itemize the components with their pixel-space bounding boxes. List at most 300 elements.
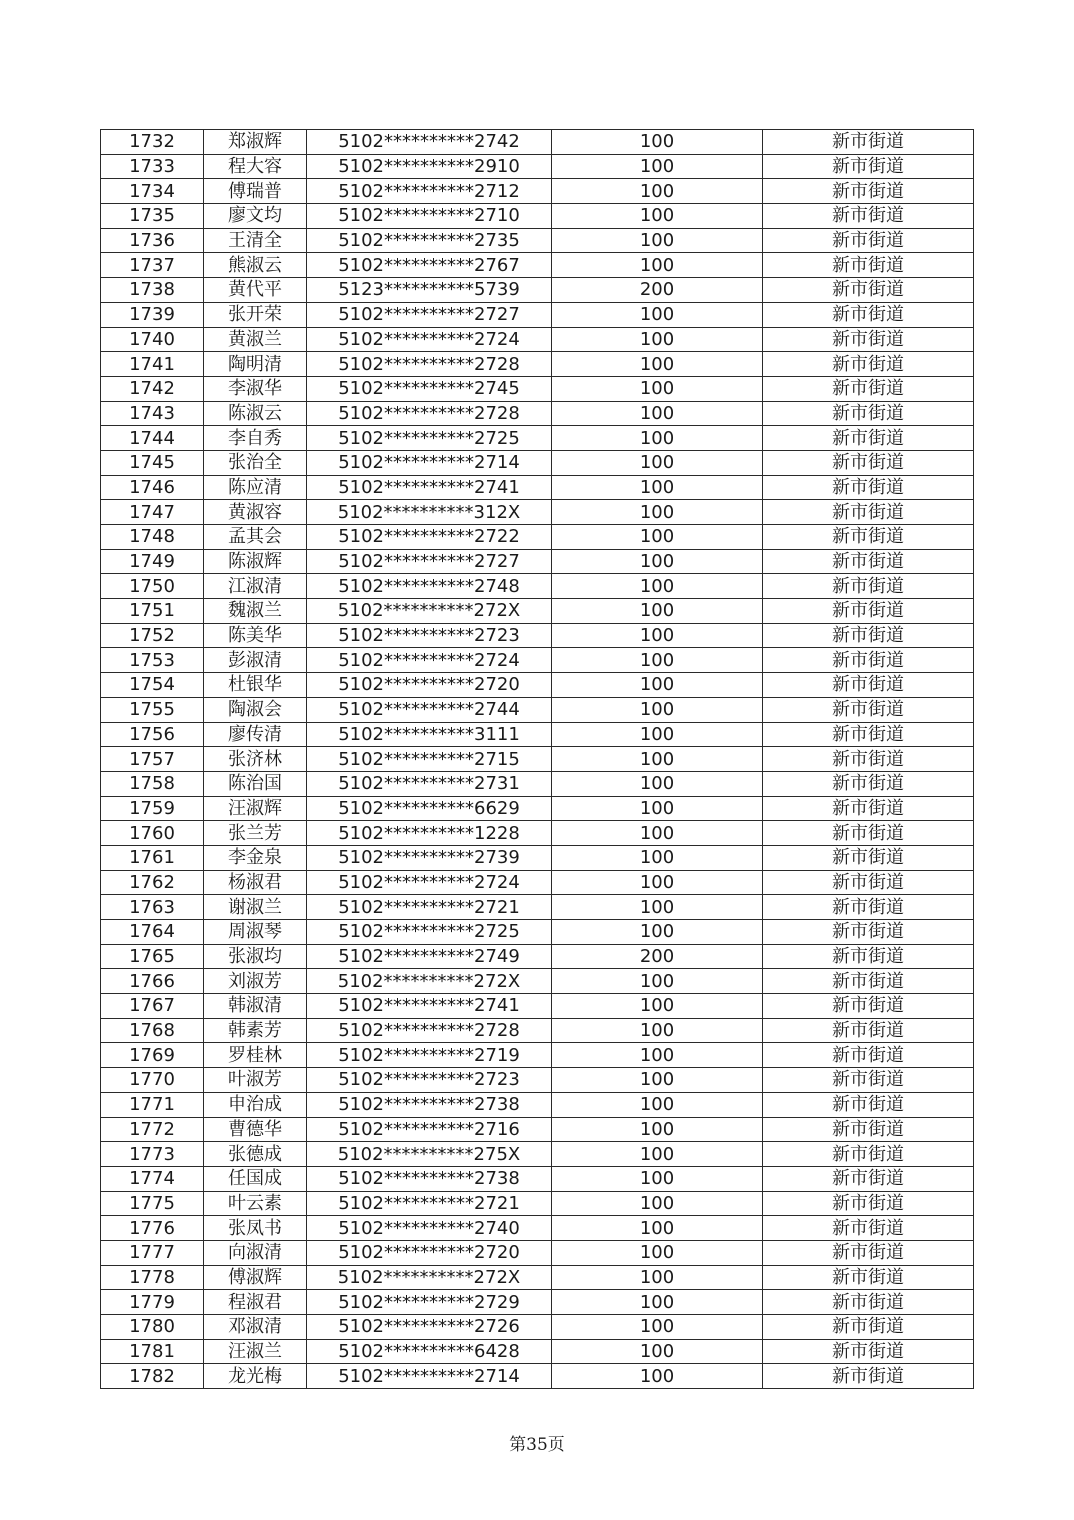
serial-number-cell: 1761 <box>101 845 204 870</box>
serial-number-cell: 1746 <box>101 475 204 500</box>
name-cell: 熊淑云 <box>204 253 307 278</box>
amount-cell: 100 <box>552 204 763 229</box>
table-row <box>101 845 974 870</box>
id-number-cell: 5102**********2728 <box>307 1018 552 1043</box>
amount-cell: 100 <box>552 475 763 500</box>
table-row <box>101 352 974 377</box>
amount-cell: 100 <box>552 130 763 155</box>
serial-number-cell: 1780 <box>101 1315 204 1340</box>
amount-cell: 100 <box>552 1018 763 1043</box>
name-cell: 廖文均 <box>204 204 307 229</box>
name-cell: 傅瑞普 <box>204 179 307 204</box>
table-row <box>101 994 974 1019</box>
street-cell: 新市街道 <box>763 845 974 870</box>
amount-cell: 100 <box>552 722 763 747</box>
amount-cell: 200 <box>552 278 763 303</box>
id-number-cell: 5102**********2742 <box>307 130 552 155</box>
amount-cell: 100 <box>552 1364 763 1389</box>
name-cell: 黄淑容 <box>204 500 307 525</box>
street-cell: 新市街道 <box>763 1216 974 1241</box>
serial-number-cell: 1733 <box>101 154 204 179</box>
amount-cell: 100 <box>552 1092 763 1117</box>
serial-number-cell: 1776 <box>101 1216 204 1241</box>
table-row <box>101 673 974 698</box>
name-cell: 陶明清 <box>204 352 307 377</box>
table-row <box>101 722 974 747</box>
id-number-cell: 5102**********2728 <box>307 401 552 426</box>
amount-cell: 100 <box>552 154 763 179</box>
amount-cell: 100 <box>552 771 763 796</box>
serial-number-cell: 1736 <box>101 228 204 253</box>
street-cell: 新市街道 <box>763 697 974 722</box>
street-cell: 新市街道 <box>763 1265 974 1290</box>
table-row <box>101 500 974 525</box>
name-cell: 陈美华 <box>204 623 307 648</box>
table-row <box>101 771 974 796</box>
table-row <box>101 525 974 550</box>
table-row <box>101 1290 974 1315</box>
id-number-cell: 5102**********2910 <box>307 154 552 179</box>
table-row <box>101 253 974 278</box>
serial-number-cell: 1762 <box>101 870 204 895</box>
table-row <box>101 1043 974 1068</box>
serial-number-cell: 1779 <box>101 1290 204 1315</box>
id-number-cell: 5102**********2720 <box>307 673 552 698</box>
serial-number-cell: 1748 <box>101 525 204 550</box>
street-cell: 新市街道 <box>763 253 974 278</box>
amount-cell: 100 <box>552 500 763 525</box>
name-cell: 张兰芳 <box>204 821 307 846</box>
amount-cell: 100 <box>552 969 763 994</box>
table-row <box>101 1240 974 1265</box>
name-cell: 杨淑君 <box>204 870 307 895</box>
amount-cell: 100 <box>552 253 763 278</box>
name-cell: 龙光梅 <box>204 1364 307 1389</box>
amount-cell: 100 <box>552 1265 763 1290</box>
name-cell: 韩素芳 <box>204 1018 307 1043</box>
amount-cell: 100 <box>552 574 763 599</box>
amount-cell: 100 <box>552 599 763 624</box>
name-cell: 张德成 <box>204 1142 307 1167</box>
serial-number-cell: 1778 <box>101 1265 204 1290</box>
table-row <box>101 870 974 895</box>
amount-cell: 100 <box>552 1142 763 1167</box>
street-cell: 新市街道 <box>763 1117 974 1142</box>
id-number-cell: 5102**********2722 <box>307 525 552 550</box>
table-row <box>101 944 974 969</box>
serial-number-cell: 1773 <box>101 1142 204 1167</box>
table-row <box>101 747 974 772</box>
id-number-cell: 5102**********2727 <box>307 549 552 574</box>
table-row <box>101 697 974 722</box>
id-number-cell: 5102**********2749 <box>307 944 552 969</box>
street-cell: 新市街道 <box>763 130 974 155</box>
id-number-cell: 5102**********2735 <box>307 228 552 253</box>
name-cell: 杜银华 <box>204 673 307 698</box>
table-row <box>101 549 974 574</box>
serial-number-cell: 1758 <box>101 771 204 796</box>
table-row <box>101 648 974 673</box>
street-cell: 新市街道 <box>763 450 974 475</box>
table-row <box>101 278 974 303</box>
id-number-cell: 5102**********2738 <box>307 1092 552 1117</box>
name-cell: 彭淑清 <box>204 648 307 673</box>
street-cell: 新市街道 <box>763 969 974 994</box>
records-table <box>100 129 974 1389</box>
amount-cell: 100 <box>552 426 763 451</box>
name-cell: 陶淑会 <box>204 697 307 722</box>
street-cell: 新市街道 <box>763 599 974 624</box>
street-cell: 新市街道 <box>763 475 974 500</box>
amount-cell: 100 <box>552 327 763 352</box>
serial-number-cell: 1737 <box>101 253 204 278</box>
street-cell: 新市街道 <box>763 376 974 401</box>
name-cell: 程淑君 <box>204 1290 307 1315</box>
amount-cell: 100 <box>552 895 763 920</box>
name-cell: 叶云素 <box>204 1191 307 1216</box>
id-number-cell: 5102**********2726 <box>307 1315 552 1340</box>
street-cell: 新市街道 <box>763 1068 974 1093</box>
table-row <box>101 599 974 624</box>
id-number-cell: 5102**********3111 <box>307 722 552 747</box>
table-row <box>101 623 974 648</box>
records-table-body <box>101 130 974 1389</box>
id-number-cell: 5102**********2721 <box>307 1191 552 1216</box>
name-cell: 李自秀 <box>204 426 307 451</box>
id-number-cell: 5102**********2723 <box>307 1068 552 1093</box>
table-row <box>101 969 974 994</box>
table-row <box>101 154 974 179</box>
table-row <box>101 1166 974 1191</box>
amount-cell: 100 <box>552 623 763 648</box>
amount-cell: 100 <box>552 1290 763 1315</box>
table-row <box>101 1339 974 1364</box>
serial-number-cell: 1754 <box>101 673 204 698</box>
serial-number-cell: 1749 <box>101 549 204 574</box>
name-cell: 谢淑兰 <box>204 895 307 920</box>
table-row <box>101 1315 974 1340</box>
id-number-cell: 5102**********272X <box>307 1265 552 1290</box>
serial-number-cell: 1747 <box>101 500 204 525</box>
amount-cell: 100 <box>552 1043 763 1068</box>
street-cell: 新市街道 <box>763 796 974 821</box>
table-row <box>101 574 974 599</box>
name-cell: 张治全 <box>204 450 307 475</box>
id-number-cell: 5102**********2725 <box>307 426 552 451</box>
amount-cell: 100 <box>552 1315 763 1340</box>
id-number-cell: 5102**********272X <box>307 969 552 994</box>
street-cell: 新市街道 <box>763 500 974 525</box>
name-cell: 张济林 <box>204 747 307 772</box>
serial-number-cell: 1777 <box>101 1240 204 1265</box>
street-cell: 新市街道 <box>763 623 974 648</box>
id-number-cell: 5102**********2710 <box>307 204 552 229</box>
name-cell: 黄代平 <box>204 278 307 303</box>
serial-number-cell: 1772 <box>101 1117 204 1142</box>
name-cell: 任国成 <box>204 1166 307 1191</box>
table-row <box>101 1018 974 1043</box>
id-number-cell: 5102**********2744 <box>307 697 552 722</box>
street-cell: 新市街道 <box>763 821 974 846</box>
street-cell: 新市街道 <box>763 574 974 599</box>
id-number-cell: 5102**********2729 <box>307 1290 552 1315</box>
name-cell: 罗桂林 <box>204 1043 307 1068</box>
table-row <box>101 475 974 500</box>
amount-cell: 100 <box>552 1240 763 1265</box>
street-cell: 新市街道 <box>763 1092 974 1117</box>
street-cell: 新市街道 <box>763 1315 974 1340</box>
serial-number-cell: 1740 <box>101 327 204 352</box>
id-number-cell: 5102**********312X <box>307 500 552 525</box>
amount-cell: 100 <box>552 648 763 673</box>
table-row <box>101 1216 974 1241</box>
street-cell: 新市街道 <box>763 426 974 451</box>
id-number-cell: 5102**********2724 <box>307 327 552 352</box>
street-cell: 新市街道 <box>763 1043 974 1068</box>
serial-number-cell: 1734 <box>101 179 204 204</box>
serial-number-cell: 1775 <box>101 1191 204 1216</box>
serial-number-cell: 1765 <box>101 944 204 969</box>
amount-cell: 100 <box>552 376 763 401</box>
table-row <box>101 204 974 229</box>
table-row <box>101 821 974 846</box>
amount-cell: 100 <box>552 179 763 204</box>
street-cell: 新市街道 <box>763 1191 974 1216</box>
id-number-cell: 5102**********6629 <box>307 796 552 821</box>
id-number-cell: 5102**********2738 <box>307 1166 552 1191</box>
name-cell: 廖传清 <box>204 722 307 747</box>
street-cell: 新市街道 <box>763 1142 974 1167</box>
amount-cell: 100 <box>552 525 763 550</box>
serial-number-cell: 1782 <box>101 1364 204 1389</box>
name-cell: 张开荣 <box>204 302 307 327</box>
name-cell: 黄淑兰 <box>204 327 307 352</box>
name-cell: 曹德华 <box>204 1117 307 1142</box>
serial-number-cell: 1732 <box>101 130 204 155</box>
amount-cell: 100 <box>552 673 763 698</box>
id-number-cell: 5102**********2714 <box>307 1364 552 1389</box>
amount-cell: 100 <box>552 845 763 870</box>
name-cell: 叶淑芳 <box>204 1068 307 1093</box>
serial-number-cell: 1766 <box>101 969 204 994</box>
name-cell: 陈治国 <box>204 771 307 796</box>
id-number-cell: 5102**********275X <box>307 1142 552 1167</box>
id-number-cell: 5102**********2731 <box>307 771 552 796</box>
table-row <box>101 1364 974 1389</box>
serial-number-cell: 1751 <box>101 599 204 624</box>
amount-cell: 100 <box>552 920 763 945</box>
table-row <box>101 401 974 426</box>
table-row <box>101 376 974 401</box>
serial-number-cell: 1768 <box>101 1018 204 1043</box>
street-cell: 新市街道 <box>763 278 974 303</box>
table-row <box>101 130 974 155</box>
street-cell: 新市街道 <box>763 179 974 204</box>
id-number-cell: 5102**********2740 <box>307 1216 552 1241</box>
street-cell: 新市街道 <box>763 302 974 327</box>
name-cell: 邓淑清 <box>204 1315 307 1340</box>
id-number-cell: 5102**********2767 <box>307 253 552 278</box>
street-cell: 新市街道 <box>763 920 974 945</box>
serial-number-cell: 1757 <box>101 747 204 772</box>
table-row <box>101 1191 974 1216</box>
amount-cell: 100 <box>552 1191 763 1216</box>
name-cell: 李金泉 <box>204 845 307 870</box>
name-cell: 张凤书 <box>204 1216 307 1241</box>
amount-cell: 100 <box>552 821 763 846</box>
id-number-cell: 5102**********2724 <box>307 870 552 895</box>
name-cell: 魏淑兰 <box>204 599 307 624</box>
table-row <box>101 1265 974 1290</box>
serial-number-cell: 1781 <box>101 1339 204 1364</box>
street-cell: 新市街道 <box>763 525 974 550</box>
name-cell: 江淑清 <box>204 574 307 599</box>
street-cell: 新市街道 <box>763 401 974 426</box>
street-cell: 新市街道 <box>763 944 974 969</box>
street-cell: 新市街道 <box>763 1339 974 1364</box>
amount-cell: 100 <box>552 796 763 821</box>
street-cell: 新市街道 <box>763 994 974 1019</box>
serial-number-cell: 1770 <box>101 1068 204 1093</box>
street-cell: 新市街道 <box>763 771 974 796</box>
street-cell: 新市街道 <box>763 549 974 574</box>
serial-number-cell: 1750 <box>101 574 204 599</box>
id-number-cell: 5102**********2721 <box>307 895 552 920</box>
amount-cell: 100 <box>552 302 763 327</box>
serial-number-cell: 1774 <box>101 1166 204 1191</box>
street-cell: 新市街道 <box>763 895 974 920</box>
street-cell: 新市街道 <box>763 673 974 698</box>
id-number-cell: 5102**********272X <box>307 599 552 624</box>
amount-cell: 100 <box>552 697 763 722</box>
amount-cell: 100 <box>552 747 763 772</box>
amount-cell: 100 <box>552 228 763 253</box>
serial-number-cell: 1759 <box>101 796 204 821</box>
name-cell: 王清全 <box>204 228 307 253</box>
table-row <box>101 920 974 945</box>
amount-cell: 100 <box>552 1068 763 1093</box>
street-cell: 新市街道 <box>763 1240 974 1265</box>
table-row <box>101 302 974 327</box>
name-cell: 汪淑辉 <box>204 796 307 821</box>
street-cell: 新市街道 <box>763 1018 974 1043</box>
serial-number-cell: 1755 <box>101 697 204 722</box>
street-cell: 新市街道 <box>763 648 974 673</box>
id-number-cell: 5102**********6428 <box>307 1339 552 1364</box>
serial-number-cell: 1739 <box>101 302 204 327</box>
id-number-cell: 5102**********2724 <box>307 648 552 673</box>
name-cell: 陈淑云 <box>204 401 307 426</box>
amount-cell: 100 <box>552 549 763 574</box>
street-cell: 新市街道 <box>763 747 974 772</box>
id-number-cell: 5102**********2728 <box>307 352 552 377</box>
serial-number-cell: 1752 <box>101 623 204 648</box>
serial-number-cell: 1764 <box>101 920 204 945</box>
street-cell: 新市街道 <box>763 870 974 895</box>
street-cell: 新市街道 <box>763 228 974 253</box>
table-row <box>101 426 974 451</box>
amount-cell: 100 <box>552 1216 763 1241</box>
street-cell: 新市街道 <box>763 204 974 229</box>
serial-number-cell: 1760 <box>101 821 204 846</box>
id-number-cell: 5102**********2741 <box>307 475 552 500</box>
id-number-cell: 5102**********2723 <box>307 623 552 648</box>
name-cell: 向淑清 <box>204 1240 307 1265</box>
id-number-cell: 5102**********2716 <box>307 1117 552 1142</box>
table-row <box>101 895 974 920</box>
street-cell: 新市街道 <box>763 154 974 179</box>
name-cell: 程大容 <box>204 154 307 179</box>
serial-number-cell: 1742 <box>101 376 204 401</box>
name-cell: 李淑华 <box>204 376 307 401</box>
amount-cell: 100 <box>552 1166 763 1191</box>
id-number-cell: 5102**********2720 <box>307 1240 552 1265</box>
street-cell: 新市街道 <box>763 722 974 747</box>
table-row <box>101 1092 974 1117</box>
serial-number-cell: 1769 <box>101 1043 204 1068</box>
serial-number-cell: 1745 <box>101 450 204 475</box>
amount-cell: 100 <box>552 1117 763 1142</box>
street-cell: 新市街道 <box>763 1364 974 1389</box>
name-cell: 汪淑兰 <box>204 1339 307 1364</box>
street-cell: 新市街道 <box>763 352 974 377</box>
name-cell: 张淑均 <box>204 944 307 969</box>
table-row <box>101 1068 974 1093</box>
table-row <box>101 1117 974 1142</box>
table-row <box>101 1142 974 1167</box>
serial-number-cell: 1735 <box>101 204 204 229</box>
id-number-cell: 5102**********1228 <box>307 821 552 846</box>
serial-number-cell: 1743 <box>101 401 204 426</box>
street-cell: 新市街道 <box>763 327 974 352</box>
serial-number-cell: 1744 <box>101 426 204 451</box>
table-row <box>101 450 974 475</box>
amount-cell: 100 <box>552 870 763 895</box>
name-cell: 陈应清 <box>204 475 307 500</box>
id-number-cell: 5102**********2727 <box>307 302 552 327</box>
serial-number-cell: 1767 <box>101 994 204 1019</box>
amount-cell: 100 <box>552 1339 763 1364</box>
name-cell: 刘淑芳 <box>204 969 307 994</box>
id-number-cell: 5123**********5739 <box>307 278 552 303</box>
serial-number-cell: 1763 <box>101 895 204 920</box>
amount-cell: 100 <box>552 352 763 377</box>
id-number-cell: 5102**********2725 <box>307 920 552 945</box>
id-number-cell: 5102**********2719 <box>307 1043 552 1068</box>
id-number-cell: 5102**********2745 <box>307 376 552 401</box>
table-row <box>101 228 974 253</box>
street-cell: 新市街道 <box>763 1290 974 1315</box>
serial-number-cell: 1741 <box>101 352 204 377</box>
id-number-cell: 5102**********2739 <box>307 845 552 870</box>
serial-number-cell: 1756 <box>101 722 204 747</box>
id-number-cell: 5102**********2741 <box>307 994 552 1019</box>
name-cell: 陈淑辉 <box>204 549 307 574</box>
amount-cell: 200 <box>552 944 763 969</box>
amount-cell: 100 <box>552 450 763 475</box>
street-cell: 新市街道 <box>763 1166 974 1191</box>
id-number-cell: 5102**********2714 <box>307 450 552 475</box>
id-number-cell: 5102**********2715 <box>307 747 552 772</box>
name-cell: 韩淑清 <box>204 994 307 1019</box>
id-number-cell: 5102**********2712 <box>307 179 552 204</box>
table-row <box>101 327 974 352</box>
table-row <box>101 796 974 821</box>
id-number-cell: 5102**********2748 <box>307 574 552 599</box>
serial-number-cell: 1771 <box>101 1092 204 1117</box>
serial-number-cell: 1753 <box>101 648 204 673</box>
name-cell: 孟其会 <box>204 525 307 550</box>
